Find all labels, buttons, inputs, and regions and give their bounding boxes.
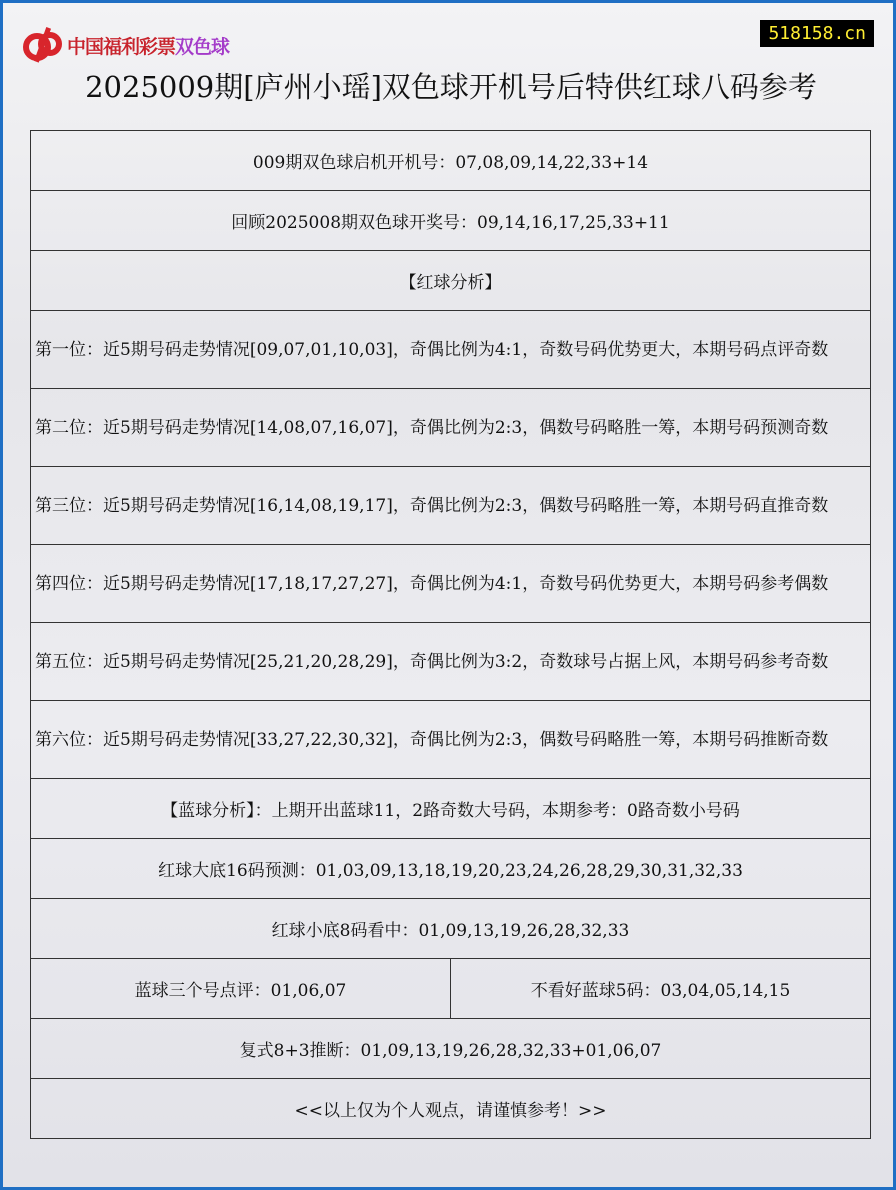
review-row: 回顾2025008期双色球开奖号：09,14,16,17,25,33+11 xyxy=(31,191,871,251)
position-row: 第一位：近5期号码走势情况[09,07,01,10,03]，奇偶比例为4:1，奇数号码优势更大，本期号码点评奇数 xyxy=(31,311,871,389)
position-row: 第二位：近5期号码走势情况[14,08,07,16,07]，奇偶比例为2:3，偶数号码略胜一筹，本期号码预测奇数 xyxy=(31,389,871,467)
blue-not-cell: 不看好蓝球5码：03,04,05,14,15 xyxy=(451,959,871,1019)
logo-text: 中国福利彩票双色球 xyxy=(67,35,230,58)
site-badge: 518158.cn xyxy=(760,20,874,47)
position-row: 第五位：近5期号码走势情况[25,21,20,28,29]，奇偶比例为3:2，奇数球号占据上风，本期号码参考奇数 xyxy=(31,623,871,701)
blue-analysis-row: 【蓝球分析】：上期开出蓝球11，2路奇数大号码，本期参考：0路奇数小号码 xyxy=(31,779,871,839)
prediction-table xyxy=(30,130,871,1139)
logo xyxy=(23,25,229,65)
position-row: 第六位：近5期号码走势情况[33,27,22,30,32]，奇偶比例为2:3，偶数号码略胜一筹，本期号码推断奇数 xyxy=(31,701,871,779)
position-row: 第四位：近5期号码走势情况[17,18,17,27,27]，奇偶比例为4:1，奇数号码优势更大，本期号码参考偶数 xyxy=(31,545,871,623)
fushi-row: 复式8+3推断：01,09,13,19,26,28,32,33+01,06,07 xyxy=(31,1019,871,1079)
footer-disclaimer: <<以上仅为个人观点，请谨慎参考！>> xyxy=(31,1079,871,1139)
welfare-lottery-logo-icon xyxy=(23,25,63,65)
page-title: 2025009期[庐州小瑶]双色球开机号后特供红球八码参考 xyxy=(85,70,817,104)
kaiji-row: 009期双色球启机开机号：07,08,09,14,22,33+14 xyxy=(31,131,871,191)
blue3-cell: 蓝球三个号点评：01,06,07 xyxy=(31,959,451,1019)
position-row: 第三位：近5期号码走势情况[16,14,08,19,17]，奇偶比例为2:3，偶数号码略胜一筹，本期号码直推奇数 xyxy=(31,467,871,545)
red16-row: 红球大底16码预测：01,03,09,13,18,19,20,23,24,26,28,29,30,31,32,33 xyxy=(31,839,871,899)
red-analysis-heading: 【红球分析】 xyxy=(31,251,871,311)
red8-row: 红球小底8码看中：01,09,13,19,26,28,32,33 xyxy=(31,899,871,959)
